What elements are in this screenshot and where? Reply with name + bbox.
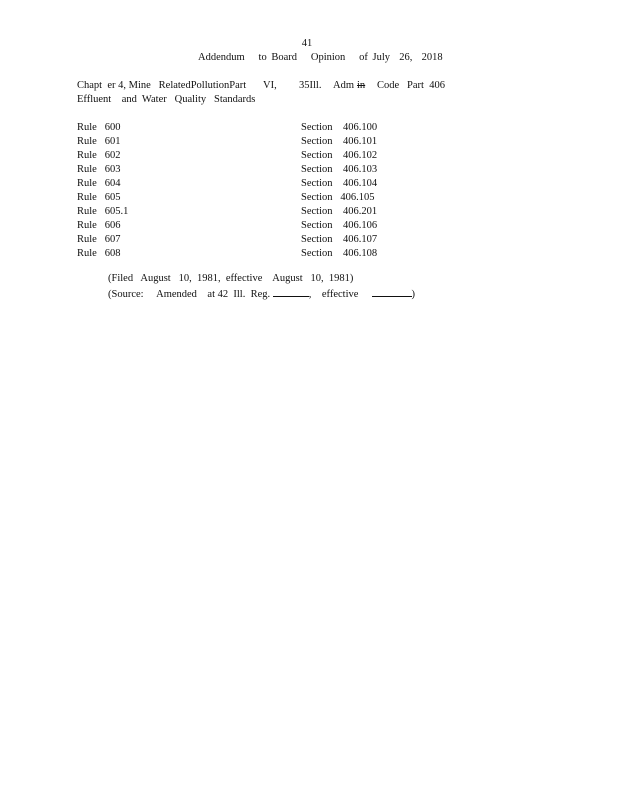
table-row: [77, 177, 397, 191]
table-row: [77, 149, 397, 163]
blank-line: [372, 286, 412, 297]
section-number: Section 406.100: [301, 122, 378, 133]
chapter-code-title: 35Ill.: [299, 80, 322, 91]
rule-number: Rule 601: [77, 136, 121, 147]
rule-number: Rule 603: [77, 164, 121, 175]
rule-section-table: [77, 121, 397, 261]
struck-text: in: [357, 80, 366, 91]
chapter-subtitle: Effluent and Water Quality Standards: [77, 94, 256, 105]
rule-number: Rule 604: [77, 178, 121, 189]
chapter-title: Chapt er 4, Mine RelatedPollutionPart: [77, 80, 247, 91]
rule-number: Rule 605.1: [77, 206, 129, 217]
section-number: Section 406.106: [301, 220, 378, 231]
rule-number: Rule 605: [77, 192, 121, 203]
source-effective: effective: [321, 289, 359, 300]
table-row: [77, 163, 397, 177]
section-number: Section 406.105: [301, 192, 375, 203]
document-heading: Addendum to Board Opinion of July 26, 2018: [198, 52, 443, 63]
table-row: [77, 205, 397, 219]
chapter-code-part: Code Part 406: [377, 80, 445, 91]
blank-line: [273, 286, 309, 297]
table-row: [77, 135, 397, 149]
section-number: Section 406.107: [301, 234, 378, 245]
rule-number: Rule 602: [77, 150, 121, 161]
rule-number: Rule 600: [77, 122, 121, 133]
source-close: ): [411, 289, 416, 300]
rule-number: Rule 606: [77, 220, 121, 231]
source-comma: ,: [308, 289, 312, 300]
table-row: [77, 219, 397, 233]
rule-number: Rule 608: [77, 248, 121, 259]
section-number: Section 406.102: [301, 150, 378, 161]
filed-history-note: (Filed August 10, 1981, effective August 10, 1981): [108, 273, 354, 284]
table-row: [77, 247, 397, 261]
source-text: (Source: Amended at 42 Ill. Reg.: [108, 289, 271, 300]
chapter-adm: Adm: [333, 80, 354, 91]
section-number: Section 406.108: [301, 248, 378, 259]
table-row: [77, 121, 397, 135]
chapter-part: VI,: [263, 80, 277, 91]
section-number: Section 406.101: [301, 136, 378, 147]
section-number: Section 406.104: [301, 178, 378, 189]
rule-number: Rule 607: [77, 234, 121, 245]
section-number: Section 406.201: [301, 206, 378, 217]
source-history-note: [108, 286, 415, 302]
table-row: [77, 233, 397, 247]
page-number: 41: [301, 38, 313, 49]
section-number: Section 406.103: [301, 164, 378, 175]
table-row: [77, 191, 397, 205]
